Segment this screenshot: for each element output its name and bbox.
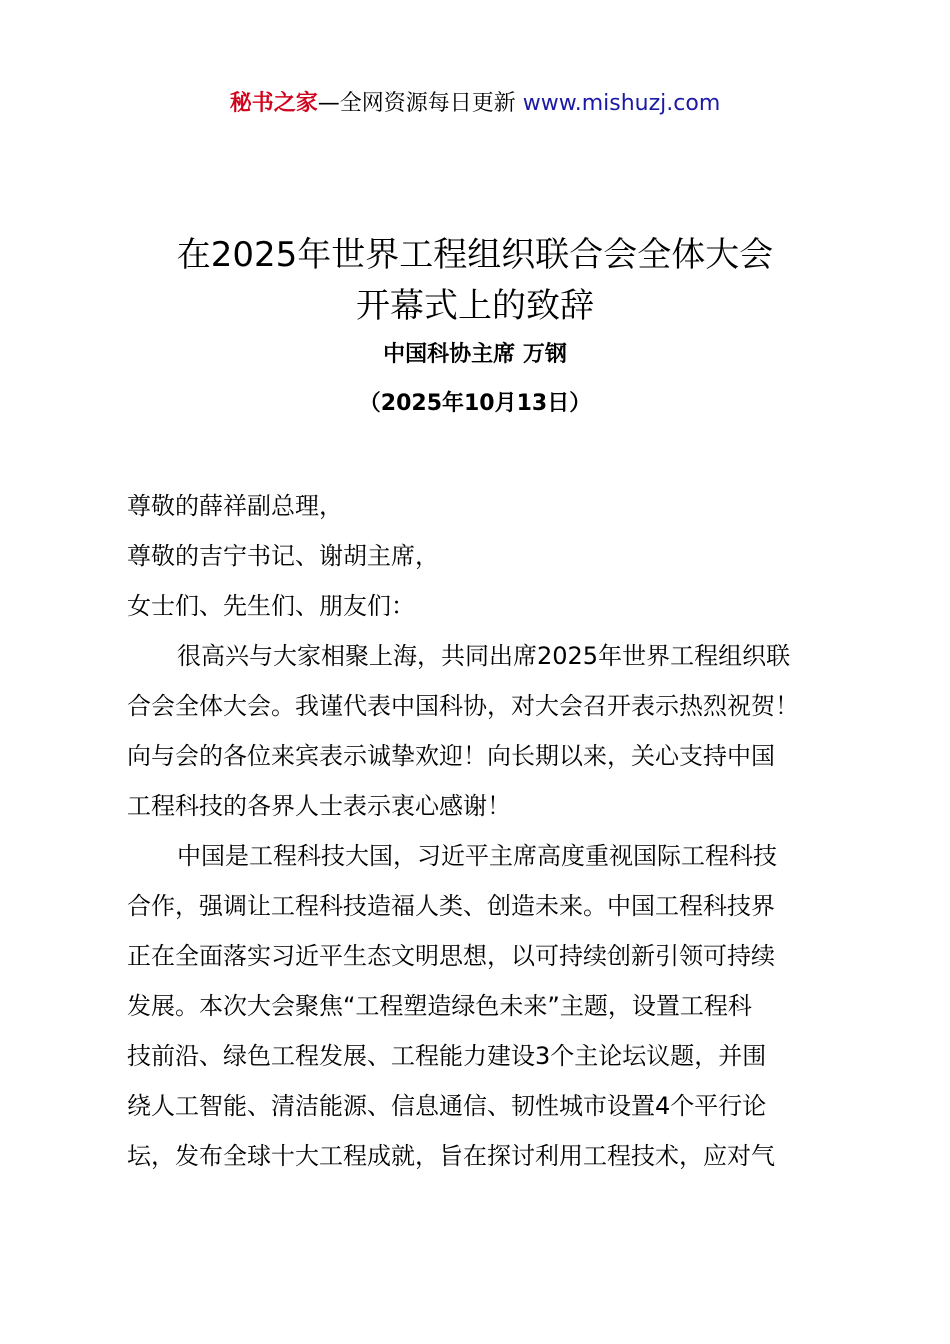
author-line: 中国科协主席 万钢 [383,342,567,367]
document-title-line-1: 在2025年世界工程组织联合会全体大会 [176,235,774,275]
brand-name: 秘书之家 [229,91,318,116]
salutation-line: 女士们、先生们、朋友们： [127,592,415,620]
document-title-line-2: 开幕式上的致辞 [356,286,594,326]
paragraph-line: 向与会的各位来宾表示诚挚欢迎！向长期以来，关心支持中国 [127,742,775,770]
salutation-line: 尊敬的薛祥副总理， [127,492,343,520]
salutation-block [127,481,839,631]
paragraph-line: 技前沿、绿色工程发展、工程能力建设3个主论坛议题，并围 [127,1042,767,1070]
paragraph-line: 很高兴与大家相聚上海，共同出席2025年世界工程组织联 [177,642,791,670]
paragraph-line: 坛，发布全球十大工程成就，旨在探讨利用工程技术，应对气 [127,1142,775,1170]
site-url-link[interactable]: www.mishuzj.com [522,91,721,116]
salutation-line: 尊敬的吉宁书记、谢胡主席， [127,542,439,570]
paragraph-line: 合会全体大会。我谨代表中国科协，对大会召开表示热烈祝贺！ [127,692,799,720]
paragraph-line: 正在全面落实习近平生态文明思想，以可持续创新引领可持续 [127,942,775,970]
paragraph-line: 中国是工程科技大国，习近平主席高度重视国际工程科技 [177,842,777,870]
paragraph-line: 合作，强调让工程科技造福人类、创造未来。中国工程科技界 [127,892,775,920]
site-header [0,88,950,120]
paragraph [127,831,839,1181]
speech-body [127,631,839,1181]
paragraph-line: 工程科技的各界人士表示衷心感谢！ [127,792,511,820]
paragraph [127,631,839,831]
paragraph-line: 绕人工智能、清洁能源、信息通信、韧性城市设置4个平行论 [127,1092,767,1120]
header-tagline: —全网资源每日更新 [317,91,516,116]
paragraph-line: 发展。本次大会聚焦“工程塑造绿色未来”主题，设置工程科 [127,992,752,1020]
speech-date: （2025年10月13日） [358,391,592,416]
